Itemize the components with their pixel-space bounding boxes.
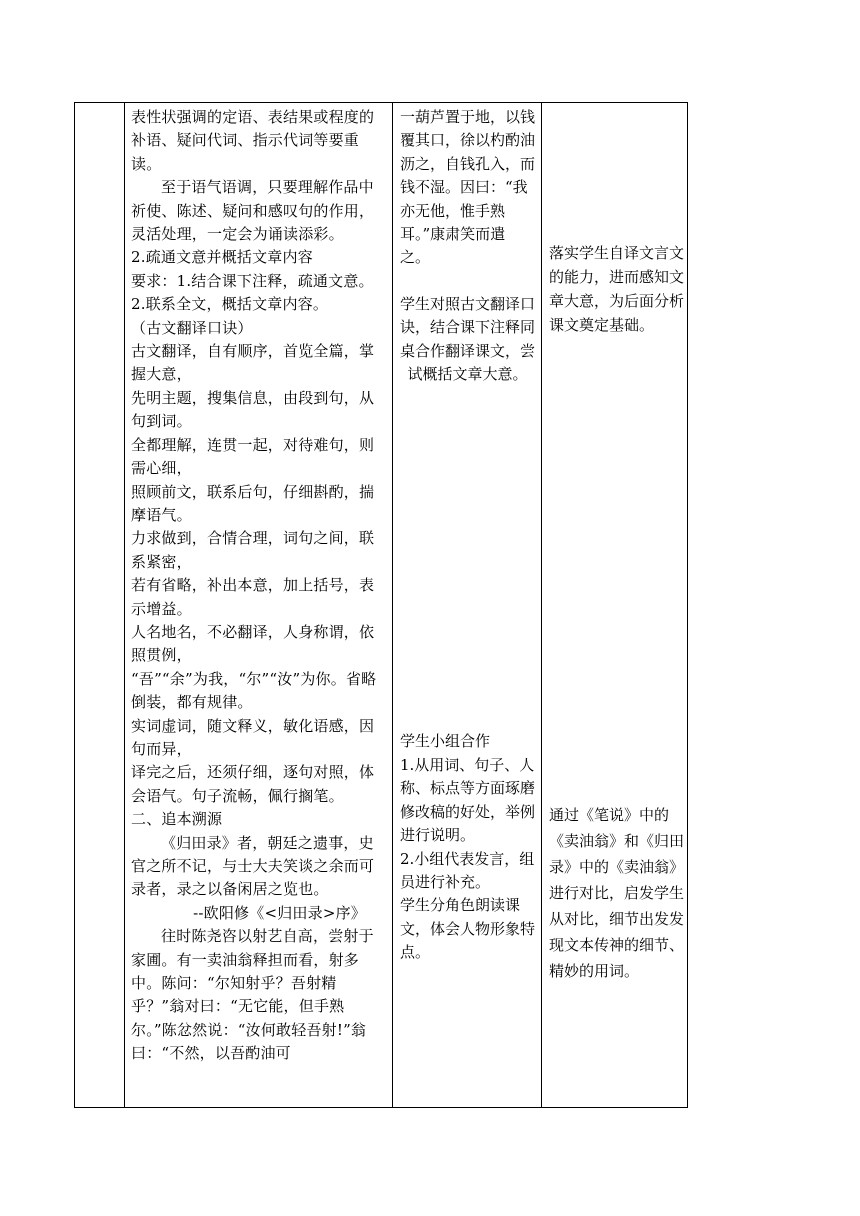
role-reading-item: 学生分角色朗读课文，体会人物形象特点。 <box>400 896 536 962</box>
passage-continuation: 一葫芦置于地，以钱覆其口，徐以杓酌油沥之，自钱孔入，而钱不湿。因曰：“我亦无他，惟手熟耳。”康肃笑而遣之。 <box>400 108 536 267</box>
group-work-title: 学生小组合作 <box>400 732 491 751</box>
reading-stress-text: 表性状强调的定语、表结果或程度的补语、疑问代词、指示代词等要重读。 <box>131 108 375 173</box>
column-divider-2 <box>392 102 393 1108</box>
formula-line: 人名地名，不必翻译，人身称谓，依照贯例， <box>131 622 375 665</box>
formula-line: 译完之后，还须仔细，逐句对照，体会语气。句子流畅，佩行搁笔。 <box>131 763 375 805</box>
section-heading: 二、追本溯源 <box>131 810 223 829</box>
group-work-item: 1.从用词、句子、人称、标点等方面琢磨修改稿的好处，举例进行说明。 <box>400 755 536 845</box>
formula-line: 若有省略，补出本意，加上括号，表示增益。 <box>131 576 375 618</box>
group-work-item: 2.小组代表发言，组员进行补充。 <box>400 849 535 891</box>
formula-line: 实词虚词，随文释义，敏化语感，因句而异， <box>131 716 375 758</box>
column-divider-1 <box>124 102 125 1108</box>
formula-line: 照顾前文，联系后句，仔细斟酌，揣摩语气。 <box>131 482 375 524</box>
student-activity-column <box>400 106 535 965</box>
formula-line: “吾”“余”为我，“尔”“汝”为你。省略倒装，都有规律。 <box>131 669 377 712</box>
column-divider-3 <box>541 102 542 1108</box>
teacher-activity-column <box>131 106 384 1066</box>
requirement-text: 要求：1.结合课下注释，疏通文意。2.联系全文，概括文章内容。 <box>131 271 374 314</box>
formula-line: 全都理解，连贯一起，对待难句，则需心细， <box>131 435 375 478</box>
design-intent-2: 通过《笔说》中的《卖油翁》和《归田录》中的《卖油翁》进行对比，启发学生从对比，细节出发发现文本传神的细节、精妙的用词。 <box>549 806 685 980</box>
translation-activity: 学生对照古文翻译口诀，结合课下注释同桌合作翻译课文，尝试概括文章大意。 <box>400 294 536 384</box>
formula-title: （古文翻译口诀） <box>131 318 253 337</box>
formula-line: 古文翻译，自有顺序，首览全篇，掌握大意， <box>131 342 375 384</box>
quote-attribution: --欧阳修《<归田录>序》 <box>193 903 366 922</box>
tone-text: 至于语气语调，只要理解作品中祈使、陈述、疑问和感叹句的作用，灵活处理，一定会为诵读添彩。 <box>131 178 375 244</box>
story-text: 往时陈尧咨以射艺自高，尝射于家圃。有一卖油翁释担而看，射多中。陈问：“尔知射乎？吾射精乎？”翁对曰：“无它能，但手熟尔。”陈忿然说：“汝何敢轻吾射!”翁曰：“不然，以吾酌油可 <box>131 927 374 1063</box>
formula-line: 力求做到，合情合理，词句之间，联系紧密， <box>131 529 375 571</box>
section-heading: 2.疏通文意并概括文章内容 <box>131 248 313 267</box>
quote-text: 《归田录》者，朝廷之遗事，史官之所不记，与士大夫笑谈之余而可录者，录之以备闲居之览也。 <box>131 833 375 899</box>
formula-line: 先明主题，搜集信息，由段到句，从句到词。 <box>131 388 375 431</box>
design-intent-1: 落实学生自译文言文的能力，进而感知文章大意，为后面分析课文奠定基础。 <box>549 244 685 334</box>
